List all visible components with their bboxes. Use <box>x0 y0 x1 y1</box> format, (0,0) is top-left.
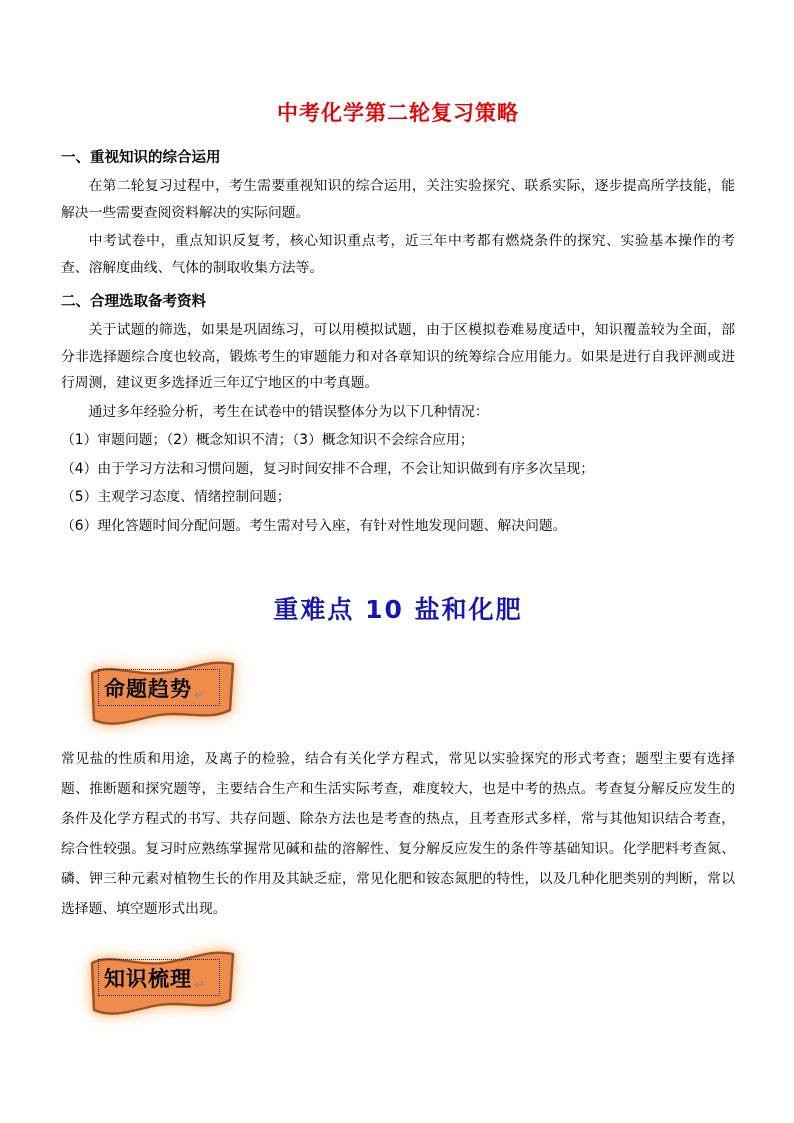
error-type-list-item-1: （1）审题问题；（2）概念知识不清；（3）概念知识不会综合应用； <box>61 432 474 448</box>
section-2-paragraph-2: 通过多年经验分析，考生在试卷中的错误整体分为以下几种情况： <box>88 403 489 420</box>
exam-trend-label-box <box>98 669 220 706</box>
topic-heading: 重难点 10 盐和化肥 <box>273 595 523 624</box>
return-mark-icon: ↵ <box>194 688 205 703</box>
document-content <box>61 0 735 1016</box>
knowledge-outline-banner <box>85 946 241 1016</box>
error-type-list-item-2: （4）由于学习方法和习惯问题，复习时间安排不合理，不会让知识做到有序多次呈现； <box>61 460 595 477</box>
return-mark-icon: ↵ <box>194 978 205 993</box>
document-title: 中考化学第二轮复习策略 <box>277 101 519 125</box>
section-1-paragraph-1: 在第二轮复习过程中，考生需要重视知识的综合运用，关注实验探究、联系实际，逐步提高所学技能，能解决一些需要查阅资料解决的实际问题。 <box>61 178 735 221</box>
error-type-list-item-4: （6）理化答题时间分配问题。考生需对号入座，有针对性地发现问题、解决问题。 <box>61 517 567 534</box>
knowledge-outline-label: 知识梳理 <box>104 966 192 991</box>
error-type-list-item-3: （5）主观学习态度、情绪控制问题； <box>61 489 291 505</box>
section-1-paragraph-2: 中考试卷中，重点知识反复考，核心知识重点考，近三年中考都有燃烧条件的探究、实验基本操作的考查、溶解度曲线、气体的制取收集方法等。 <box>61 233 735 276</box>
trend-paragraph: 常见盐的性质和用途，及离子的检验，结合有关化学方程式，常见以实验探究的形式考查；题型主要有选择题、推断题和探究题等，主要结合生产和生活实际考查，难度较大，也是中考的热点。考查复分解反应发生的条件及化学方程式的书写、共存问题、除杂方法也是考查的热点，且考查形式多样，常与其他知识结合考查，综合性较强。复习时应熟练掌握常见碱和盐的溶解性、复分解反应发生的条件等基础知识。化学肥料考查氮、磷、钾三种元素对植物生长的作用及其缺乏症，常见化肥和铵态氮肥的特性，以及几种化肥类别的判断，常以选择题、填空题形式出现。 <box>61 751 735 917</box>
section-2-heading: 二、合理选取备考资料 <box>61 294 206 310</box>
knowledge-outline-label-box <box>98 959 220 996</box>
section-1-heading: 一、重视知识的综合运用 <box>61 150 221 166</box>
section-2-paragraph-1: 关于试题的筛选，如果是巩固练习，可以用模拟试题，由于区模拟卷难易度适中，知识覆盖较为全面，部分非选择题综合度也较高，锻炼考生的审题能力和对各章知识的统筹综合应用能力。如果是进行自我评测或进行周测，建议更多选择近三年辽宁地区的中考真题。 <box>61 322 735 391</box>
exam-trend-label: 命题趋势 <box>104 676 192 701</box>
exam-trend-banner <box>85 656 241 726</box>
